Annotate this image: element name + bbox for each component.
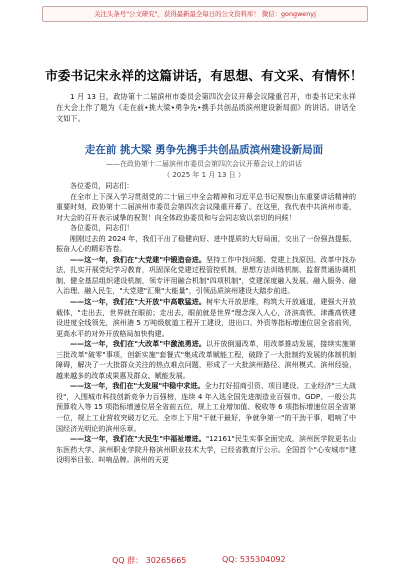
section-text: 全力打好招商引资、项目建设、工业经济"三大战役"，入围城市科技创新竞争力百强榜，连续 4 年入选全国先进制造业百强市。GDP、一般公共预算收入等 15 项指标增速位居全省前五位，规上工业增加值、税收等 6 项指标增速位居全省第一位，规上工业营收突破万亿元。全市上下用"干就干最好，争就争第一"的干劲干事，唱响了中国经济光明论的滨州乐章。 (56, 381, 356, 433)
greeting-1: 各位委员，同志们： (70, 181, 134, 190)
speech-title: 走在前 挑大梁 勇争先携手共创品质滨州建设新局面 (84, 144, 324, 156)
section-development (56, 381, 356, 434)
section-text: 坚持工作中找问题、党建上找原因、改革中找办法，扎实开展党纪学习教育，巩固深化党建过程管控机制，思想方法训练机制、监督贯通协调机制，健全基层组织建设机制，领专评用融合机制"四项机制"，党建深度融入发展、融入服务、融入治理、融入民生，"大党建"汇聚"大能量"，引领品质滨州建设大踏步前进。 (56, 254, 356, 296)
intro-paragraph: 1 月 13 日，政协第十二届滨州市委员会第四次会议开幕会议隆重召开，市委书记宋永祥在大会上作了题为《走在前•挑大梁•勇争先•携手共创品质滨州建设新局面》的讲话。讲话全文如下。 (56, 92, 356, 124)
section-livelihood (56, 434, 356, 466)
promo-banner: 关注头条号"公文研究"，获得最新最全每日的公文资料库！ 微信：gongwenyj (42, 6, 368, 22)
qq-group-number: QQ 群： 30265665 (112, 556, 187, 565)
page-headline: 市委书记宋永祥的这篇讲话，有思想、有文采、有情怀！ (45, 68, 363, 83)
paragraph-opening: 在全市上下深入学习贯彻党的二十届三中全会精神和习近平总书记视察山东重要讲话精神的重要时刻，政协第十二届滨州市委员会第四次会议隆重开幕了。在这里，我代表中共滨州市委，对大会的召开表示诚挚的祝贺！向全体政协委员和与会同志致以亲切的问候！ (56, 191, 356, 222)
contact-footer (0, 555, 408, 569)
section-text: "12161"民生实事全面完成，滨州医学院更名山东医药大学、滨州职业学院升格滨州职业技术大学，已经省教育厅公示。全国首个"心安城市"建设明举目张、叫响品牌。滨州的天更 (56, 434, 356, 465)
greeting-2: 各位委员，同志们！ (70, 223, 134, 233)
section-lead: ——这一年，我们在"大开放"中高歌猛进。 (70, 297, 207, 307)
section-party-building (56, 255, 356, 297)
section-text: 以开放倒逼改革，用改革推动发展，接续实施第三批改革"破零"事项，创新实施"套餐式"集成改革赋能工程，破除了一大批制约发展的体制机制障碍，解决了一大批群众关注的热点难点问题，形成了一大批滨州路径、滨州模式、滨州经验，越来越多的改革成果惠及群众、赋能发展。 (56, 339, 356, 380)
speech-date: （ 2025 年 1 月 13 日 ） (163, 171, 245, 179)
speech-body (56, 181, 356, 466)
speech-subtitle-block (0, 159, 408, 181)
section-text: 树牢大开放思维，构筑大开放通道，建强大开放载体，"走出去，世界就在眼前；走出去，眼前就是世界"理念深入人心，济滨高铁、津潍高铁建设进度全线领先，滨州港 5 万吨级航道工程开工建设，进出口、外资等指标增速位居全省前列，更高水平的对外开放格局加快构建。 (56, 297, 356, 338)
section-lead: ——这一年，我们在"大发展"中稳中求进。 (70, 381, 205, 391)
speech-subtitle: ——在政协第十二届滨州市委员会第四次会议开幕会议上的讲话 (106, 160, 302, 168)
qq-number: QQ: 535304092 (222, 555, 286, 564)
paragraph-review: 刚刚过去的 2024 年，我们干出了稳健向好、进中提质的大好局面，交出了一份强劲提振、振奋人心的精彩答卷。 (56, 233, 356, 254)
section-lead: ——这一年，我们在"大党建"中锻造奋进。 (70, 254, 207, 264)
section-opening-up (56, 297, 356, 339)
section-lead: ——这一年，我们在"大民生"中福祉增进。 (70, 434, 206, 444)
section-reform (56, 339, 356, 381)
section-lead: ——这一年，我们在"大改革"中激流勇进。 (70, 339, 207, 349)
